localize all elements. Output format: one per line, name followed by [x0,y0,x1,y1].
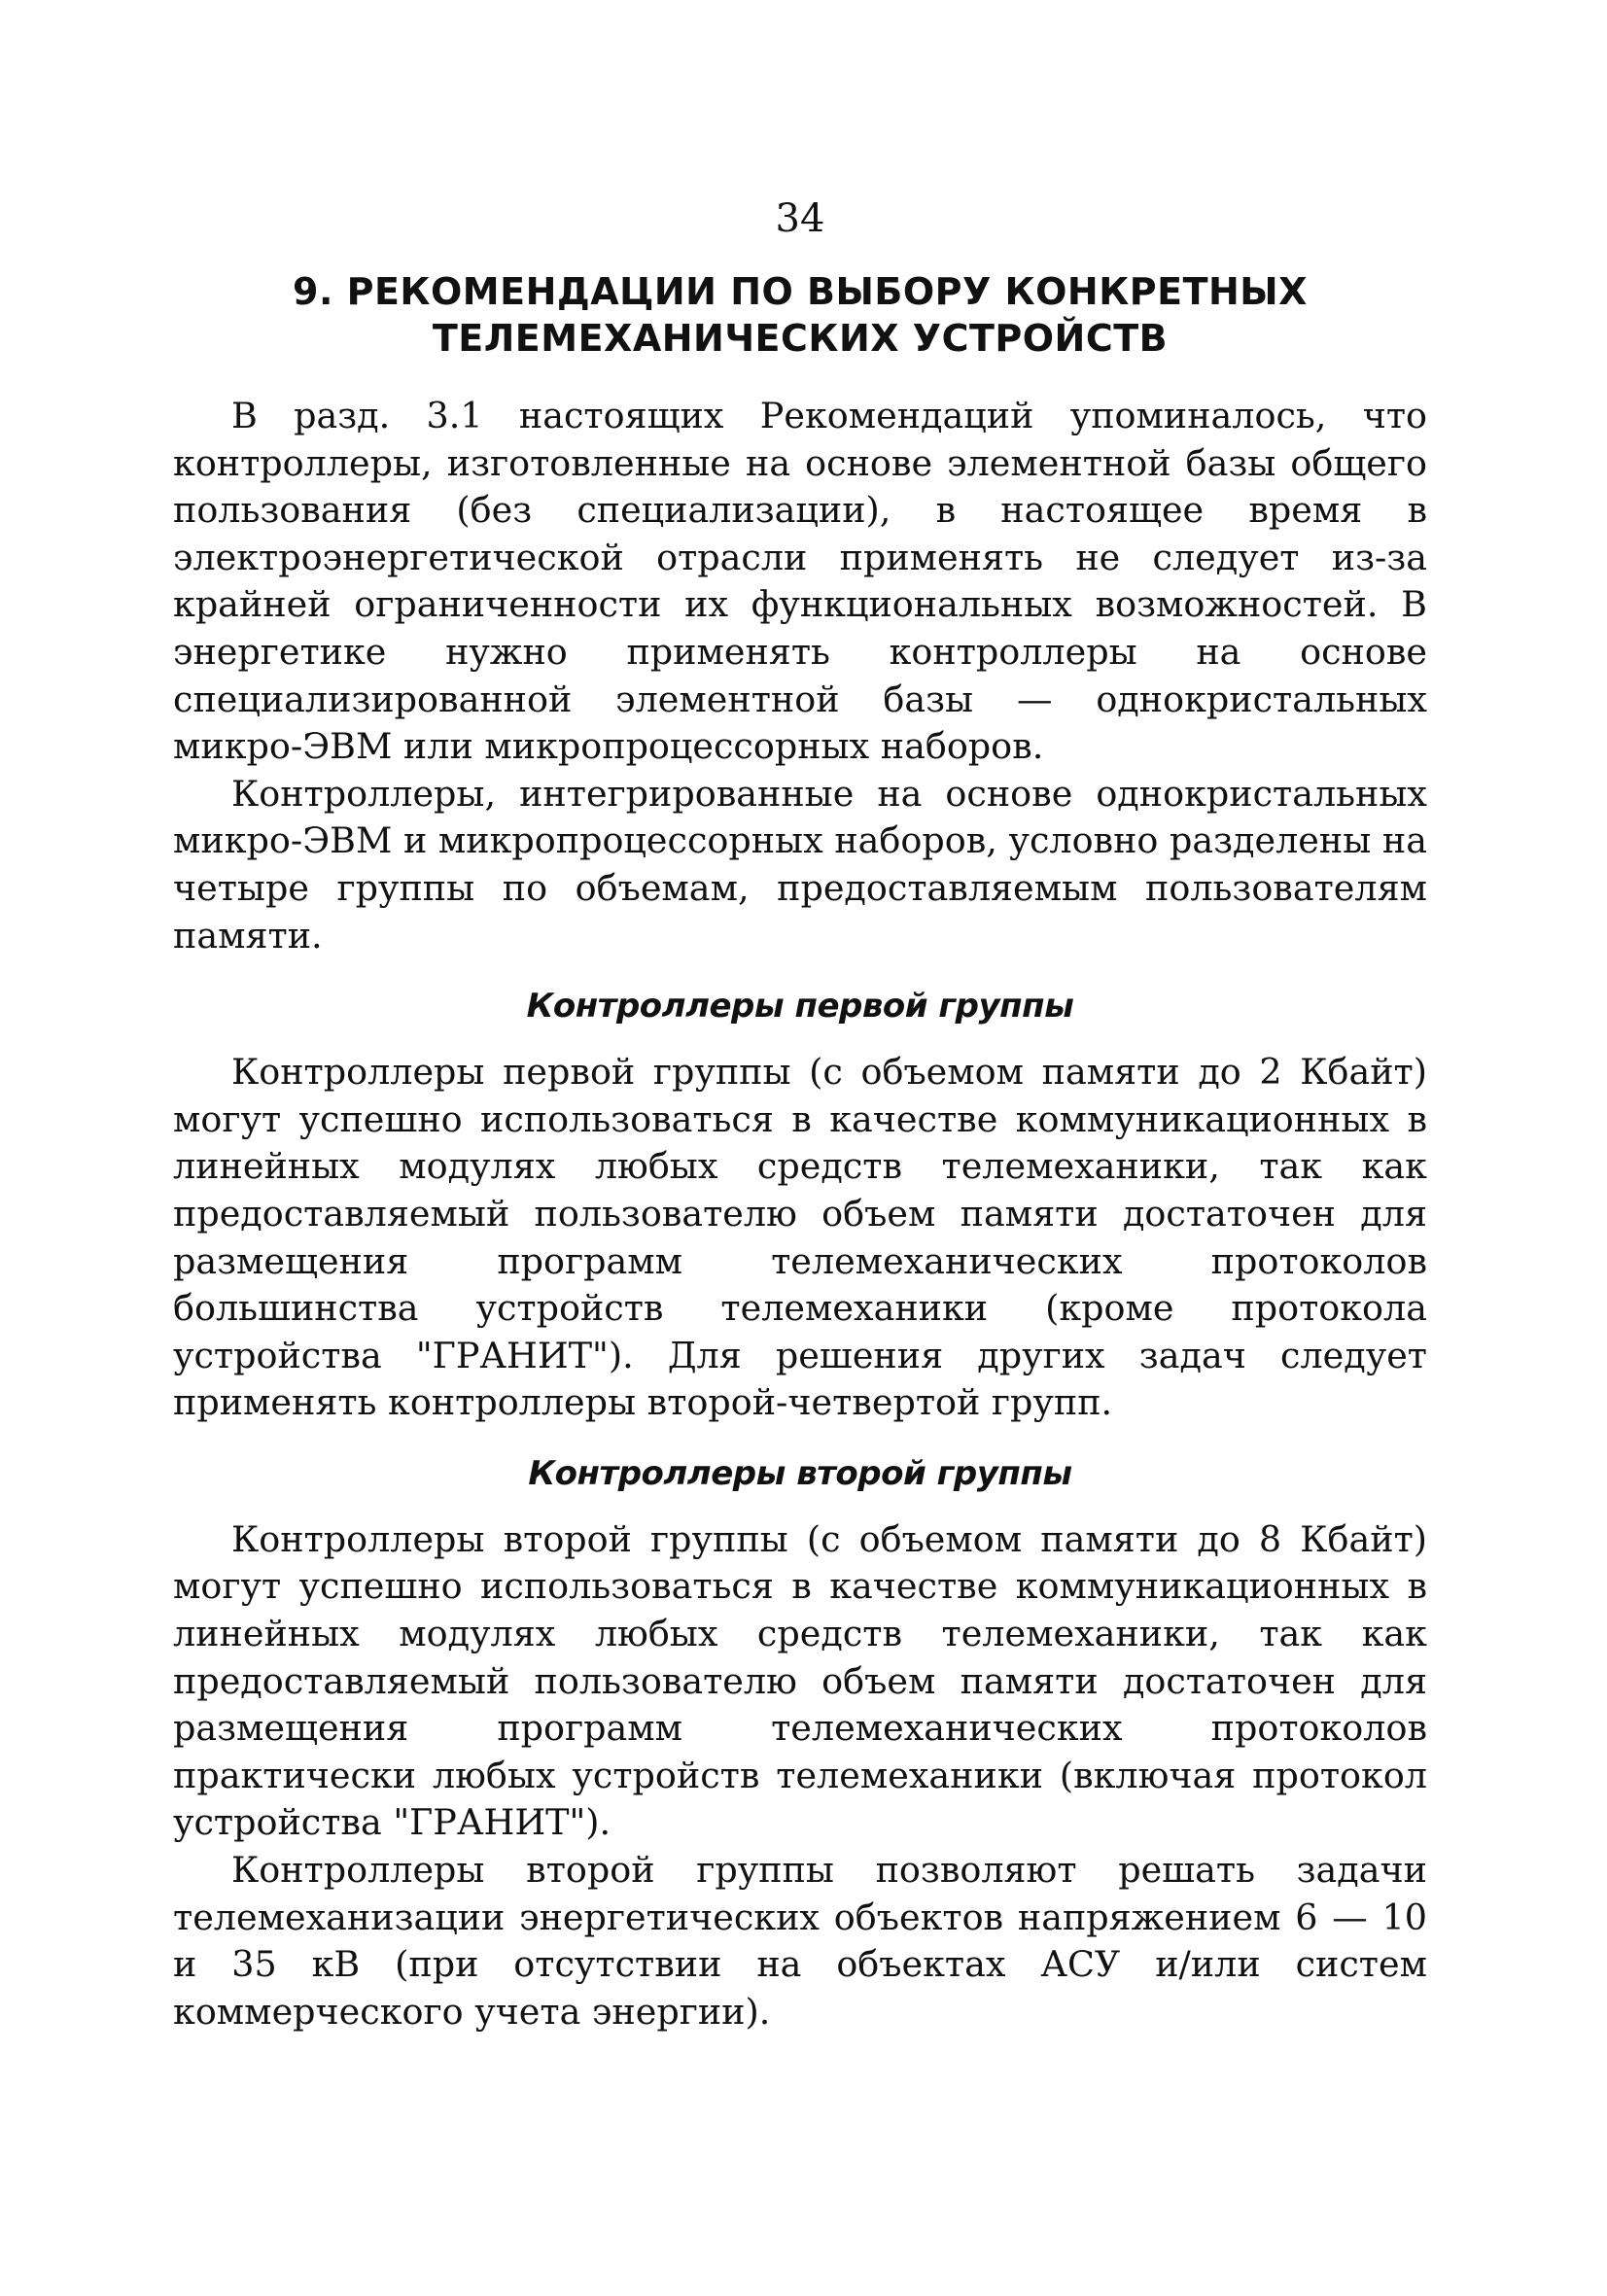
intro-paragraph-2: Контроллеры, интегрированные на основе однокристальных микро-ЭВМ и микропроцессорных наборов, условно разделены на четыре группы по объемам, предоставляемым пользователям памяти. [173,772,1427,957]
chapter-title [173,268,1427,362]
group-1-paragraph-1: Контроллеры первой группы (с объемом памяти до 2 Кбайт) могут успешно использоваться в качестве коммуникационных в линейных модулях любых средств телемеханики, так как предоставляемый пользователю объем памяти достаточен для размещения программ телемеханических протоколов большинства устройств телемеханики (кроме протокола устройства "ГРАНИТ"). Для решения других задач следует применять контроллеры второй-четвертой групп. [173,1051,1427,1424]
intro-paragraph-1: В разд. 3.1 настоящих Рекомендаций упоминалось, что контроллеры, изготовленные на основе элементной базы общего пользования (без специализации), в настоящее время в электроэнергетической отрасли применять не следует из-за крайней ограниченности их функциональных возможностей. В энергетике нужно применять контроллеры на основе специализированной элементной базы — однокристальных микро-ЭВМ или микропроцессорных наборов. [173,395,1427,768]
group-2-paragraph-1: Контроллеры второй группы (с объемом памяти до 8 Кбайт) могут успешно использоваться в качестве коммуникационных в линейных модулях любых средств телемеханики, так как предоставляемый пользователю объем памяти достаточен для размещения программ телемеханических протоколов практически любых устройств телемеханики (включая протокол устройства "ГРАНИТ"). [173,1517,1427,1844]
section-heading-group-2: Контроллеры второй группы [528,1453,1072,1493]
group-2-paragraph-2: Контроллеры второй группы позволяют решать задачи телемеханизации энергетических объектов напряжением 6 — 10 и 35 кВ (при отсутствии на объектах АСУ и/или систем коммерческого учета энергии). [173,1849,1427,2033]
page-number: 34 [775,196,825,241]
document-page [173,194,1427,2035]
chapter-title-line-2: ТЕЛЕМЕХАНИЧЕСКИХ УСТРОЙСТВ [432,317,1169,360]
chapter-title-line-1: 9. РЕКОМЕНДАЦИИ ПО ВЫБОРУ КОНКРЕТНЫХ [293,270,1308,313]
section-heading-group-1: Контроллеры первой группы [526,987,1074,1026]
